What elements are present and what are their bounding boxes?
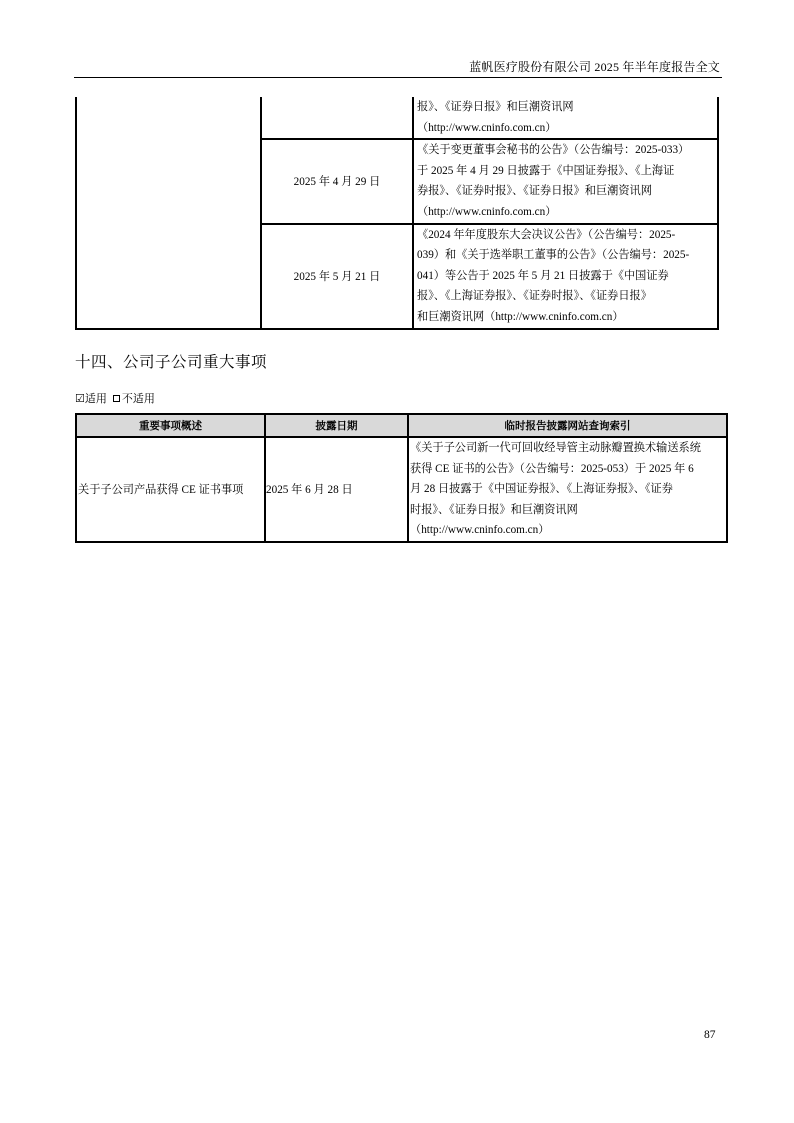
index-line: 月 28 日披露于《中国证券报》、《上海证券报》、《证券 (410, 483, 673, 496)
matter-summary-cell: 关于子公司产品获得 CE 证书事项 (76, 437, 265, 542)
announcement-index-cell (408, 437, 727, 542)
report-header-title: 蓝帆医疗股份有限公司 2025 年半年度报告全文 (469, 60, 720, 74)
header-divider (74, 77, 722, 78)
unchecked-box-icon (113, 395, 120, 402)
disclosure-date-cell (261, 97, 413, 139)
continued-announcement-table (75, 97, 719, 330)
checked-box-icon: ☑ (75, 391, 85, 405)
merged-empty-cell (76, 97, 261, 329)
announcement-index-cell (413, 97, 718, 139)
header-summary: 重要事项概述 (76, 414, 265, 437)
index-line: 041）等公告于 2025 年 5 月 21 日披露于《中国证券 (417, 269, 669, 282)
disclosure-date-cell: 2025 年 4 月 29 日 (261, 139, 413, 223)
index-line: 报》、《上海证券报》、《证券时报》、《证券日报》 (417, 290, 652, 303)
header-disclosure-date: 披露日期 (265, 414, 408, 437)
header-disclosure-index: 临时报告披露网站查询索引 (408, 414, 727, 437)
section-heading: 十四、公司子公司重大事项 (75, 353, 268, 371)
subsidiary-matters-table (75, 413, 728, 543)
index-line: 获得 CE 证书的公告》（公告编号：2025-053）于 2025 年 6 (410, 462, 694, 475)
index-line: （http://www.cninfo.com.cn） (410, 524, 550, 537)
index-line: 039）和《关于选举职工董事的公告》（公告编号：2025- (417, 249, 690, 262)
disclosure-date-cell: 2025 年 5 月 21 日 (261, 224, 413, 329)
table-header-row (76, 414, 727, 437)
applicable-label: 适用 (84, 392, 107, 405)
announcement-index-cell (413, 224, 718, 329)
index-line: 《关于变更董事会秘书的公告》（公告编号：2025-033） (417, 144, 690, 157)
announcement-index-cell (413, 139, 718, 223)
index-line: 时报》、《证券日报》和巨潮资讯网 (410, 503, 578, 516)
index-line: 和巨潮资讯网（http://www.cninfo.com.cn） (417, 310, 624, 323)
index-line: 《关于子公司新一代可回收经导管主动脉瓣置换术输送系统 (410, 442, 701, 454)
index-line: 《2024 年年度股东大会决议公告》（公告编号：2025- (417, 228, 676, 241)
not-applicable-label: 不适用 (121, 392, 155, 405)
index-line: （http://www.cninfo.com.cn） (417, 205, 557, 218)
index-line: 报》、《证券日报》和巨潮资讯网 (417, 101, 574, 113)
index-line: 券报》、《证券时报》、《证券日报》和巨潮资讯网 (417, 185, 652, 198)
index-line: 于 2025 年 4 月 29 日披露于《中国证券报》、《上海证 (417, 164, 675, 177)
table-row (76, 437, 727, 542)
disclosure-date-cell: 2025 年 6 月 28 日 (265, 437, 408, 542)
page-number: 87 (704, 1029, 716, 1041)
table-row (76, 97, 718, 139)
index-line: （http://www.cninfo.com.cn） (417, 121, 557, 134)
applicability-options (75, 390, 155, 406)
